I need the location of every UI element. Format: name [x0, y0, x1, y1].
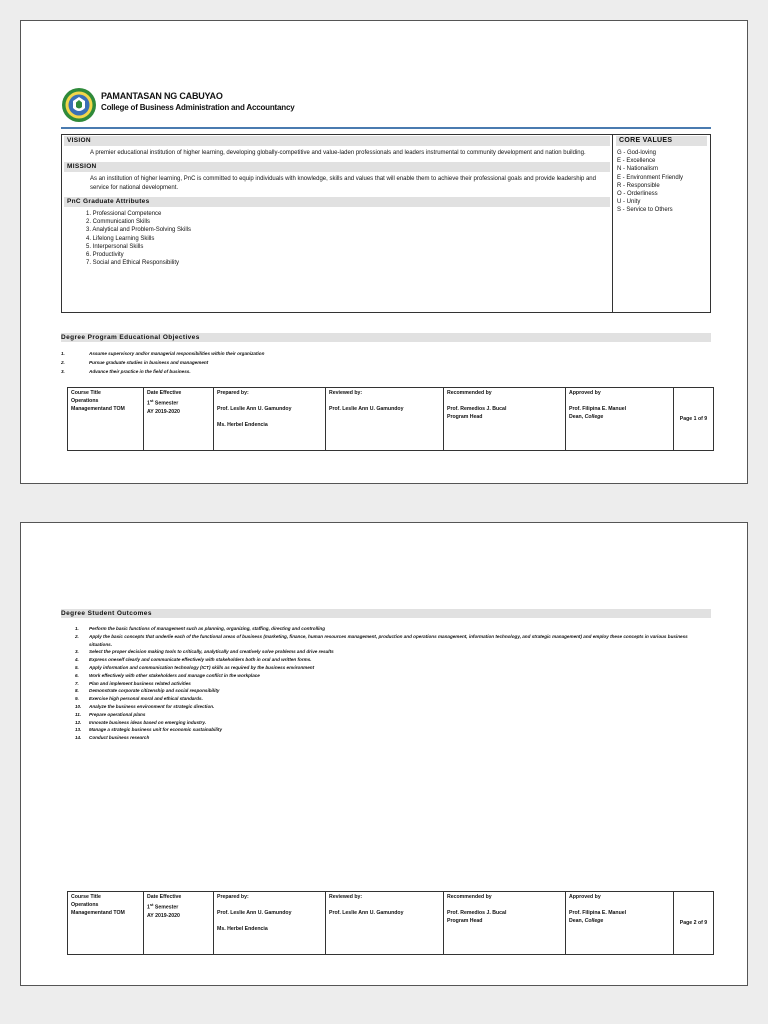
- table-row: [68, 892, 714, 955]
- mission-text: As an institution of higher learning, PnC is committed to equip individuals with knowledge, skills and values that will enable them to achieve their professional goals and provide leadership and service for national development.: [90, 176, 596, 191]
- date-effective-cell: Date Effective 1st Semester AY 2019-2020: [144, 388, 214, 451]
- document-page-2: [20, 522, 748, 986]
- list-item: 3. Select the proper decision making tools to critically, analytically and creatively solve problems and drive results: [75, 649, 334, 655]
- list-item: O - Orderliness: [617, 191, 658, 198]
- list-item: 3. Advance their practice in the field of business.: [61, 369, 191, 374]
- mission-heading: MISSION: [64, 162, 610, 172]
- approved-by-cell: Approved by Prof. Filipina E. Manuel Dean, College: [566, 388, 674, 451]
- table-row: [68, 388, 714, 451]
- list-item: 9. Exercise high personal moral and ethical standards.: [75, 696, 203, 702]
- recommended-by-cell: Recommended by Prof. Remedios J. Bucal Program Head: [444, 388, 566, 451]
- page-number: Page 2 of 9: [674, 892, 714, 955]
- list-item: 4. Express oneself clearly and communicate effectively with stakeholders both in oral and written forms.: [75, 657, 312, 663]
- list-item: S - Service to Others: [617, 207, 673, 214]
- page-number: Page 1 of 9: [674, 388, 714, 451]
- list-item: 2. Apply the basic concepts that underlie each of the functional areas of business (marketing, finance, human resources management, production and operations management, information technology, and strategic management) and employ these concepts in various business situations.: [75, 633, 688, 647]
- list-item: 7. Plan and implement business related activities: [75, 680, 191, 686]
- list-item: 5. Interpersonal Skills: [86, 243, 144, 250]
- prepared-by-cell: Prepared by: Prof. Leslie Ann U. Gamundoy Ms. Herbel Endencia: [214, 892, 326, 955]
- list-item: 6. Productivity: [86, 252, 124, 259]
- course-title-cell: Course Title Operations Managementand TOM: [68, 892, 144, 955]
- list-item: 12. Innovate business ideas based on emerging industry.: [75, 719, 206, 725]
- core-values-list: [613, 146, 710, 215]
- reviewed-by-cell: Reviewed by: Prof. Leslie Ann U. Gamundoy: [326, 892, 444, 955]
- list-item: 1. Assume supervisory and/or managerial responsibilities within their organization: [61, 351, 265, 356]
- prepared-by-cell: Prepared by: Prof. Leslie Ann U. Gamundoy Ms. Herbel Endencia: [214, 388, 326, 451]
- list-item: 2. Communication Skills: [86, 219, 151, 226]
- list-item: E - Environment Friendly: [617, 174, 684, 181]
- core-values-column: [613, 135, 710, 312]
- objectives-list: [61, 349, 711, 376]
- document-control-table: [67, 387, 714, 451]
- date-effective-cell: Date Effective 1st Semester AY 2019-2020: [144, 892, 214, 955]
- outcomes-heading: Degree Student Outcomes: [61, 609, 711, 618]
- list-item: U - Unity: [617, 199, 641, 206]
- list-item: 14. Conduct business research: [75, 735, 150, 741]
- institution-name: PAMANTASAN NG CABUYAO: [101, 91, 223, 101]
- list-item: 1. Perform the basic functions of management such as planning, organizing, staffing, directing and controlling: [75, 626, 326, 631]
- list-item: 5. Apply information and communication technology (ICT) skills as required by the business environment: [75, 664, 315, 670]
- list-item: 4. Lifelong Learning Skills: [86, 235, 155, 242]
- approved-by-cell: Approved by Prof. Filipina E. Manuel Dean, College: [566, 892, 674, 955]
- outcomes-list: [61, 625, 711, 742]
- university-seal-logo: [61, 87, 97, 123]
- vision-mission-box: [61, 134, 711, 313]
- course-title-cell: Course Title Operations Managementand TOM: [68, 388, 144, 451]
- list-item: 8. Demonstrate corporate citizenship and social responsibility: [75, 688, 220, 694]
- list-item: 2. Pursue graduate studies in business and management: [61, 360, 209, 365]
- list-item: 13. Manage a strategic business unit for economic sustainability: [75, 727, 222, 733]
- list-item: E - Excellence: [617, 158, 656, 165]
- list-item: G - God-loving: [617, 150, 657, 156]
- college-name: College of Business Administration and Accountancy: [101, 103, 295, 112]
- objectives-heading: Degree Program Educational Objectives: [61, 333, 711, 342]
- recommended-by-cell: Recommended by Prof. Remedios J. Bucal Program Head: [444, 892, 566, 955]
- list-item: N - Nationalism: [617, 166, 659, 173]
- list-item: 7. Social and Ethical Responsibility: [86, 260, 180, 267]
- core-values-heading: CORE VALUES: [616, 136, 707, 146]
- vision-heading: VISION: [64, 136, 610, 146]
- list-item: 1. Professional Competence: [86, 211, 162, 217]
- header-divider: [61, 127, 711, 129]
- list-item: R - Responsible: [617, 182, 660, 189]
- document-page-1: [20, 20, 748, 484]
- vision-mission-column: [62, 135, 613, 312]
- list-item: 6. Work effectively with other stakeholders and manage conflict in the workplace: [75, 672, 260, 678]
- list-item: 10. Analyze the business environment for strategic direction.: [75, 703, 215, 709]
- reviewed-by-cell: Reviewed by: Prof. Leslie Ann U. Gamundoy: [326, 388, 444, 451]
- vision-text: A premier educational institution of higher learning, developing globally-competitive and value-laden professionals and leaders instrumental to community development and nation building.: [90, 150, 586, 156]
- list-item: 11. Prepare operational plans: [75, 711, 146, 717]
- attributes-heading: PnC Graduate Attributes: [64, 197, 610, 207]
- attributes-list: [62, 207, 612, 267]
- list-item: 3. Analytical and Problem-Solving Skills: [86, 227, 192, 234]
- document-control-table: [67, 891, 714, 955]
